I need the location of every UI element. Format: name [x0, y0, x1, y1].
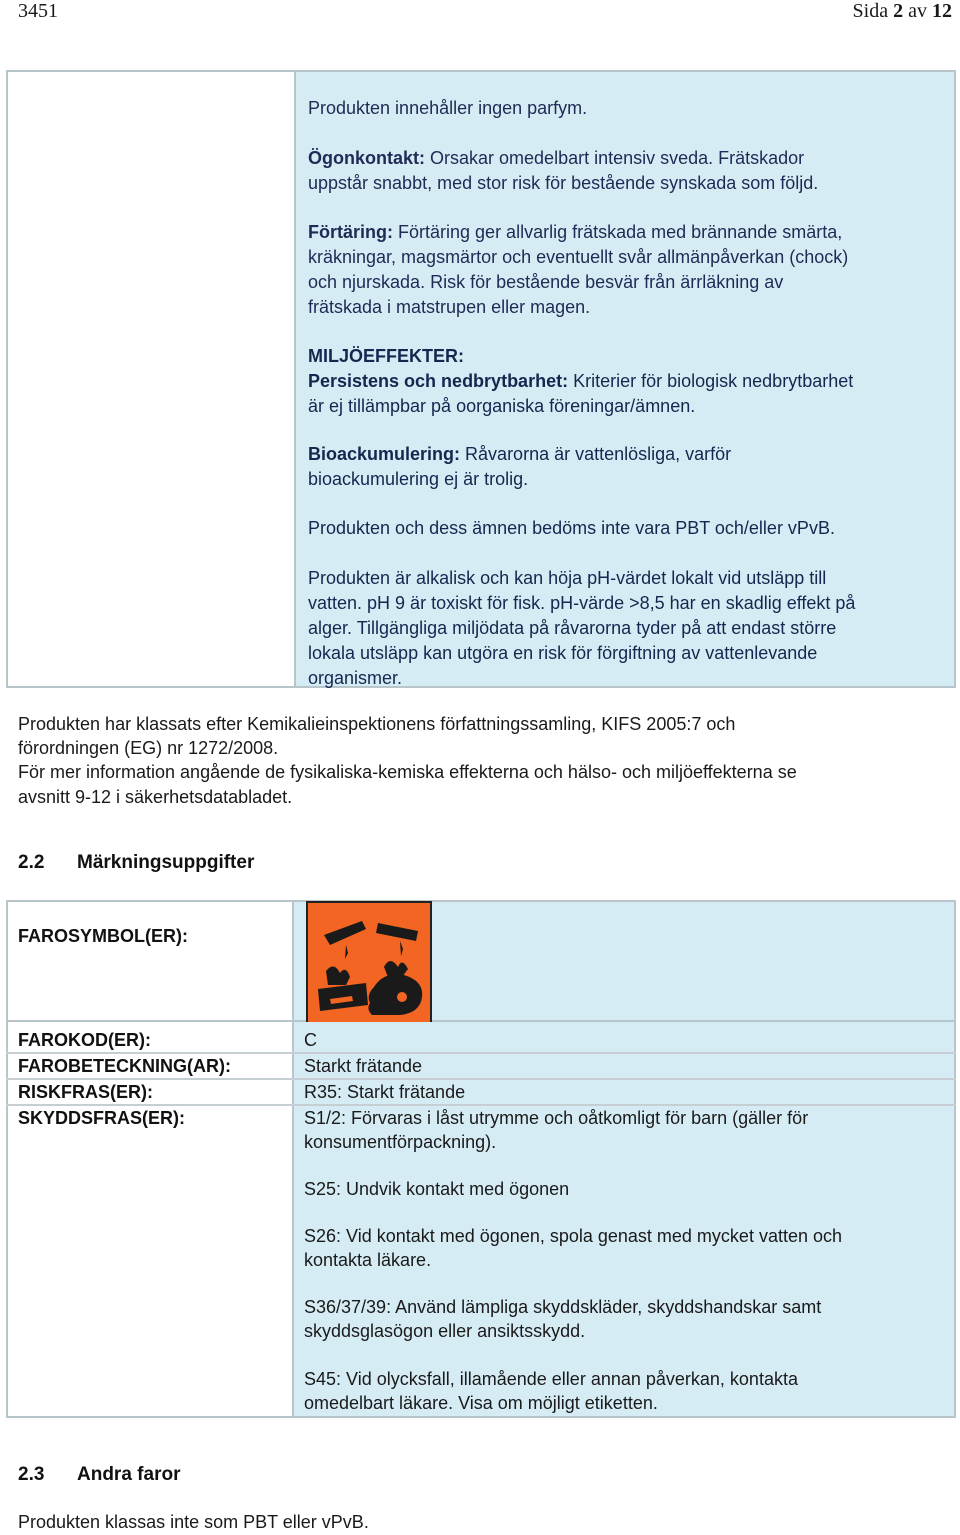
- hazard-designation-value: Starkt frätande: [304, 1056, 423, 1076]
- risk-phrase-value: R35: Starkt frätande: [304, 1082, 466, 1102]
- safety-phrase-label: SKYDDSFRAS(ER):: [18, 1108, 186, 1128]
- bioaccumulation-line-1: [308, 442, 731, 467]
- eye-contact-text-2: uppstår snabbt, med stor risk för bestående synskada som följd.: [308, 173, 819, 193]
- label-row-divider-1: [6, 1052, 294, 1054]
- hazard-designation-label: FAROBETECKNING(AR):: [18, 1056, 231, 1076]
- perfume-statement: Produkten innehåller ingen parfym.: [308, 98, 588, 118]
- ingestion-label: Förtäring:: [308, 222, 393, 242]
- section-2-2-number: 2.2: [18, 852, 45, 873]
- safety-phrase-s45-line-2: omedelbart läkare. Visa om möjligt etiketten.: [304, 1393, 658, 1413]
- persistence-text-2: är ej tillämpbar på oorganiska föreningar/ämnen.: [308, 396, 696, 416]
- alkaline-text-1: Produkten är alkalisk och kan höja pH-värdet lokalt vid utsläpp till: [308, 568, 827, 588]
- ingestion-text-1: Förtäring ger allvarlig frätskada med brännande smärta,: [398, 222, 843, 242]
- alkaline-text-3: alger. Tillgängliga miljödata på råvarorna tyder på att endast större: [308, 618, 837, 638]
- hazard-code-label: FAROKOD(ER):: [18, 1030, 151, 1050]
- classification-line-3: För mer information angående de fysikaliska-kemiska effekterna och hälso- och miljöeffekterna se: [18, 762, 797, 782]
- persistence-text-1: Kriterier för biologisk nedbrytbarhet: [573, 371, 854, 391]
- pbt-statement: Produkten och dess ämnen bedöms inte vara PBT och/eller vPvB.: [308, 518, 835, 538]
- ingestion-text-3: och njurskada. Risk för bestående besvär från ärrläkning av: [308, 272, 784, 292]
- safety-phrase-s12-line-1: S1/2: Förvaras i låst utrymme och oåtkomligt för barn (gäller för: [304, 1108, 809, 1128]
- safety-phrase-s25: S25: Undvik kontakt med ögonen: [304, 1179, 570, 1199]
- risk-phrase-label: RISKFRAS(ER):: [18, 1082, 153, 1102]
- health-box: [294, 70, 956, 688]
- eye-contact-label: Ögonkontakt:: [308, 148, 425, 168]
- eye-contact-line-1: [308, 146, 804, 171]
- classification-line-4: avsnitt 9-12 i säkerhetsdatabladet.: [18, 787, 293, 807]
- label-row-divider-3: [6, 1104, 294, 1106]
- ingestion-text-4: frätskada i matstrupen eller magen.: [308, 297, 591, 317]
- alkaline-text-4: lokala utsläpp kan utgöra en risk för förgiftning av vattenlevande: [308, 643, 818, 663]
- other-hazards-text: Produkten klassas inte som PBT eller vPvB.: [18, 1512, 369, 1532]
- section-2-3-title: Andra faror: [77, 1464, 181, 1485]
- section-2-3-number: 2.3: [18, 1464, 45, 1485]
- safety-phrase-s45-line-1: S45: Vid olycksfall, illamående eller annan påverkan, kontakta: [304, 1369, 798, 1389]
- persistence-label: Persistens och nedbrytbarhet:: [308, 371, 569, 391]
- hazard-code-value: C: [304, 1030, 317, 1050]
- document-number: 3451: [18, 0, 58, 22]
- page-separator: av: [908, 0, 927, 22]
- page-prefix: Sida: [852, 0, 889, 22]
- alkaline-text-2: vatten. pH 9 är toxiskt för fisk. pH-värde >8,5 har en skadlig effekt på: [308, 593, 856, 613]
- page-current: 2: [893, 0, 904, 22]
- corrosive-hazard-pictogram-icon: [306, 901, 432, 1025]
- eye-contact-text-1: Orsakar omedelbart intensiv sveda. Frätskador: [430, 148, 805, 168]
- safety-phrase-s26-line-1: S26: Vid kontakt med ögonen, spola genast med mycket vatten och: [304, 1226, 842, 1246]
- bioaccumulation-text-1: Råvarorna är vattenlösliga, varför: [465, 444, 732, 464]
- ingestion-text-2: kräkningar, magsmärtor och eventuellt svår allmänpåverkan (chock): [308, 247, 849, 267]
- section-2-2-title: Märkningsuppgifter: [77, 852, 255, 873]
- environment-heading: MILJÖEFFEKTER:: [308, 346, 464, 366]
- label-row-divider-2: [6, 1078, 294, 1080]
- page-total: 12: [932, 0, 952, 22]
- page-indicator: [853, 0, 952, 23]
- bioaccumulation-label: Bioackumulering:: [308, 444, 461, 464]
- health-box-left-cell: [6, 70, 296, 688]
- alkaline-text-5: organismer.: [308, 668, 403, 688]
- safety-phrase-s12-line-2: konsumentförpackning).: [304, 1132, 497, 1152]
- safety-phrase-s26-line-2: kontakta läkare.: [304, 1250, 432, 1270]
- symbol-label-cell: [6, 900, 294, 1022]
- hazard-symbol-label: FAROSYMBOL(ER):: [18, 926, 188, 946]
- persistence-line-1: [308, 369, 853, 394]
- classification-line-1: Produkten har klassats efter Kemikalieinspektionens författningssamling, KIFS 2005:7 och: [18, 714, 736, 734]
- safety-phrase-s36-line-1: S36/37/39: Använd lämpliga skyddskläder, skyddshandskar samt: [304, 1297, 822, 1317]
- bioaccumulation-text-2: bioackumulering ej är trolig.: [308, 469, 529, 489]
- ingestion-line-1: [308, 220, 842, 245]
- classification-line-2: förordningen (EG) nr 1272/2008.: [18, 738, 279, 758]
- safety-phrase-s36-line-2: skyddsglasögon eller ansiktsskydd.: [304, 1321, 586, 1341]
